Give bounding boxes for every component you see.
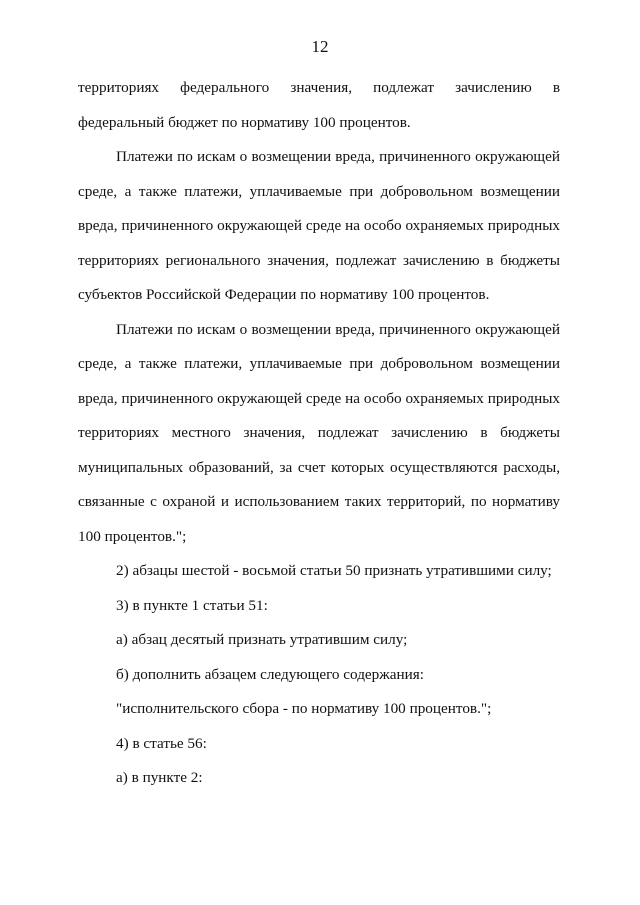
paragraph-10: а) в пункте 2: <box>116 769 203 786</box>
paragraph-2: Платежи по искам о возмещении вреда, причиненного окружающей среде, а также платежи, уплачиваемые при добровольном возмещении вреда, причиненного окружающей среде на особо охраняемых природных территориях регионального значения, подлежат зачислению в бюджеты субъектов Российской Федерации по нормативу 100 процентов. <box>78 148 560 303</box>
paragraph-4: 2) абзацы шестой - восьмой статьи 50 признать утратившими силу; <box>116 562 552 579</box>
page-number: 12 <box>311 37 329 56</box>
paragraph-9: 4) в статье 56: <box>116 734 207 752</box>
paragraph-3: Платежи по искам о возмещении вреда, причиненного окружающей среде, а также платежи, уплачиваемые при добровольном возмещении вреда, причиненного окружающей среде на особо охраняемых природных территориях местного значения, подлежат зачислению в бюджеты муниципальных образований, за счет которых осуществляются расходы, связанные с охраной и использованием таких территорий, по нормативу 100 процентов."; <box>78 320 560 545</box>
paragraph-1: территориях федерального значения, подлежат зачислению в федеральный бюджет по нормативу 100 процентов. <box>78 79 560 131</box>
document-body <box>78 71 560 796</box>
paragraph-6: а) абзац десятый признать утратившим силу; <box>116 631 408 648</box>
paragraph-5: 3) в пункте 1 статьи 51: <box>116 596 268 614</box>
paragraph-8: "исполнительского сбора - по нормативу 100 процентов."; <box>116 700 492 717</box>
paragraph-7: б) дополнить абзацем следующего содержания: <box>116 665 424 683</box>
